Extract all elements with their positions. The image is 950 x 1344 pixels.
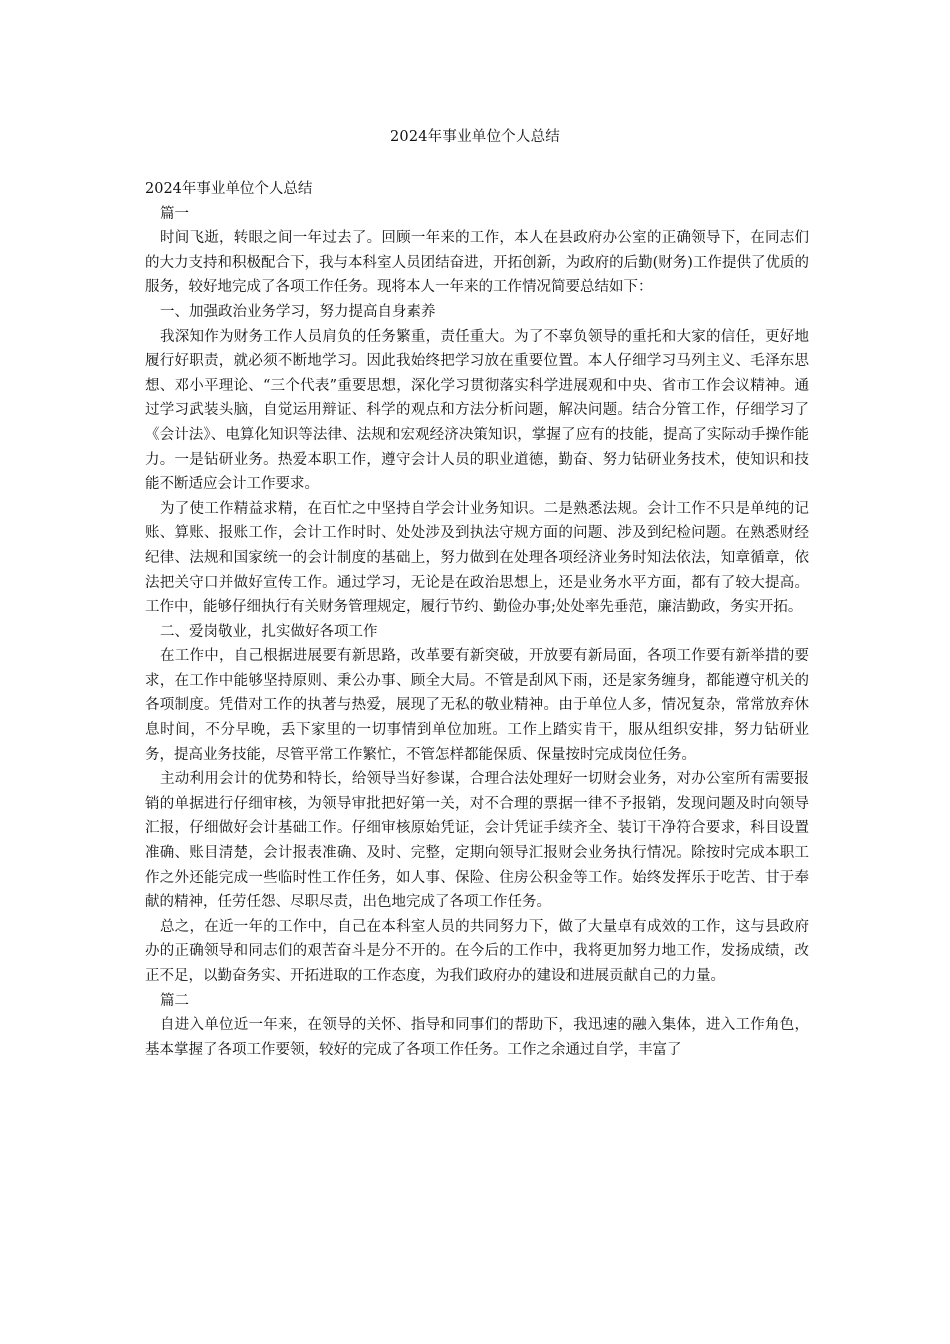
paragraph-part-two-intro: 自进入单位近一年来，在领导的关怀、指导和同事们的帮助下，我迅速的融入集体，进入工作角色，基本掌握了各项工作要领，较好的完成了各项工作任务。工作之余通过自学，丰富了: [145, 1017, 809, 1058]
paragraph-intro: 时间飞逝，转眼之间一年过去了。回顾一年来的工作，本人在县政府办公室的正确领导下，在同志们的大力支持和积极配合下，我与本科室人员团结奋进，开拓创新，为政府的后勤(财务)工作提供了优质的服务，较好地完成了各项工作任务。现将本人一年来的工作情况简要总结如下：: [145, 230, 809, 296]
paragraph-self-study: 为了使工作精益求精，在百忙之中坚持自学会计业务知识。二是熟悉法规。会计工作不只是单纯的记账、算账、报账工作，会计工作时时、处处涉及到执法守规方面的问题、涉及到纪检问题。在熟悉财经纪律、法规和国家统一的会计制度的基础上，努力做到在处理各项经济业务时知法依法，知章循章，依法把关守口并做好宣传工作。通过学习，无论是在政治思想上，还是业务水平方面，都有了较大提高。工作中，能够仔细执行有关财务管理规定，履行节约、勤俭办事;处处率先垂范，廉洁勤政，务实开拓。: [145, 500, 809, 616]
document-body: [145, 177, 809, 1062]
section-heading-study: 一、加强政治业务学习，努力提高自身素养: [160, 303, 436, 320]
document-heading: 2024年事业单位个人总结: [145, 181, 313, 197]
paragraph-conclusion: 总之，在近一年的工作中，自己在本科室人员的共同努力下，做了大量卓有成效的工作，这与县政府办的正确领导和同志们的艰苦奋斗是分不开的。在今后的工作中，我将更加努力地工作，发扬成绩，改正不足，以勤奋务实、开拓进取的工作态度，为我们政府办的建设和进展贡献自己的力量。: [145, 918, 809, 984]
document-title: 2024年事业单位个人总结: [389, 129, 560, 145]
paragraph-study: 我深知作为财务工作人员肩负的任务繁重，责任重大。为了不辜负领导的重托和大家的信任，更好地履行好职责，就必须不断地学习。因此我始终把学习放在重要位置。本人仔细学习马列主义、毛泽东思想、邓小平理论、“三个代表”重要思想，深化学习贯彻落实科学进展观和中央、省市工作会议精神。通过学习武装头脑，自觉运用辩证、科学的观点和方法分析问题，解决问题。结合分管工作，仔细学习了《会计法》、电算化知识等法律、法规和宏观经济决策知识，掌握了应有的技能，提高了实际动手操作能力。一是钻研业务。热爱本职工作，遵守会计人员的职业道德，勤奋、努力钻研业务技术，使知识和技能不断适应会计工作要求。: [145, 328, 809, 493]
paragraph-work: 在工作中，自己根据进展要有新思路，改革要有新突破，开放要有新局面，各项工作要有新举措的要求，在工作中能够坚持原则、秉公办事、顾全大局。不管是刮风下雨，还是家务缠身，都能遵守机关的各项制度。凭借对工作的执著与热爱，展现了无私的敬业精神。由于单位人多，情况复杂，常常放弃休息时间，不分早晚，丢下家里的一切事情到单位加班。工作上踏实肯干，服从组织安排，努力钻研业务，提高业务技能，尽管平常工作繁忙，不管怎样都能保质、保量按时完成岗位任务。: [145, 648, 809, 763]
section-label-part-two: 篇二: [160, 992, 189, 1009]
paragraph-accounting: 主动利用会计的优势和特长，给领导当好参谋，合理合法处理好一切财会业务，对办公室所有需要报销的单据进行仔细审核，为领导审批把好第一关，对不合理的票据一律不予报销，发现问题及时向领导汇报，仔细做好会计基础工作。仔细审核原始凭证，会计凭证手续齐全、装订干净符合要求，科目设置准确、账目清楚，会计报表准确、及时、完整，定期向领导汇报财会业务执行情况。除按时完成本职工作之外还能完成一些临时性工作任务，如人事、保险、住房公积金等工作。始终发挥乐于吃苦、甘于奉献的精神，任劳任怨、尽职尽责，出色地完成了各项工作任务。: [145, 771, 809, 911]
section-heading-dedication: 二、爱岗敬业，扎实做好各项工作: [160, 623, 378, 640]
section-label-part-one: 篇一: [160, 205, 189, 222]
